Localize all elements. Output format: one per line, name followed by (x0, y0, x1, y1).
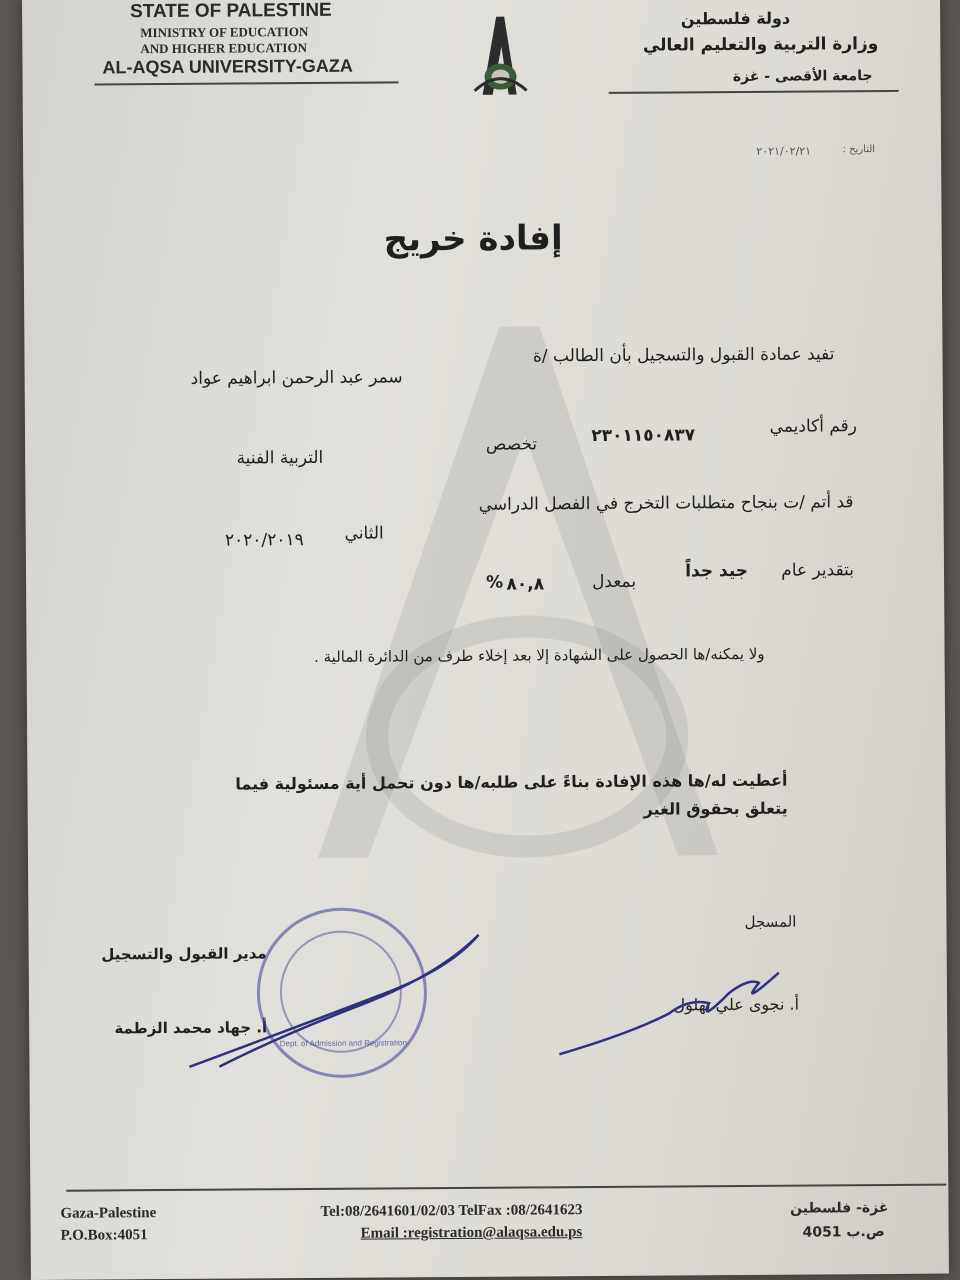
footer-telephone: Tel:08/2641601/02/03 TelFax :08/2641623 (320, 1202, 583, 1220)
director-title: مدير القبول والتسجيل (101, 944, 267, 964)
grade-value: جيد جداً (685, 560, 749, 582)
footer-rule (66, 1184, 946, 1192)
average-value: ٨٠,٨ (506, 574, 545, 595)
footer-city-ar: غزة- فلسطين (790, 1199, 889, 1217)
footer-city-en: Gaza-Palestine (60, 1205, 157, 1222)
major-label: تخصص (485, 434, 538, 455)
header-ministry-en (140, 24, 308, 57)
header-rule-left (95, 81, 399, 85)
director-name: أ. جهاد محمد الزطمة (114, 1018, 268, 1038)
grade-label: بتقدير عام (781, 560, 855, 581)
header-state-ar: دولة فلسطين (680, 8, 791, 29)
registrar-signature-icon (549, 952, 830, 1064)
footer-email: Email :registration@alaqsa.edu.ps (360, 1224, 583, 1242)
document-page (22, 0, 949, 1280)
academic-year: ٢٠٢٠/٢٠١٩ (224, 530, 304, 551)
header-ministry-ar: وزارة التربية والتعليم العالي (642, 34, 879, 56)
student-name: سمر عبد الرحمن ابراهيم عواد (190, 367, 403, 389)
header-university-ar: جامعة الأقصى - غزة (732, 68, 873, 86)
percent-sign: % (486, 572, 504, 593)
completion-line: قد أتم /ت بنجاح متطلبات التخرج في الفصل الدراسي (478, 492, 854, 515)
registrar-name: أ. نجوى علي بهلول (673, 994, 800, 1015)
header-ministry-en-line2: AND HIGHER EDUCATION (140, 40, 308, 57)
header-ministry-en-line1: MINISTRY OF EDUCATION (140, 24, 309, 41)
average-label: بمعدل (591, 571, 637, 593)
academic-number-label: رقم أكاديمي (769, 416, 858, 437)
director-signature-icon (178, 915, 489, 1077)
date-value: ٢٠٢١/٠٢/٢١ (756, 144, 812, 158)
header-university-en: AL-AQSA UNIVERSITY-GAZA (102, 55, 353, 78)
stamp-text: Dept. of Admission and Registration (279, 1038, 407, 1049)
header-state-en: STATE OF PALESTINE (130, 0, 332, 23)
issuance-note: أعطيت له/ها هذه الإفادة بناءً على طلبه/ها دون تحمل أية مسئولية فيما يتعلق بحقوق الغير (235, 770, 788, 819)
header-rule-right (609, 90, 899, 94)
document-title: إفادة خريج (383, 218, 563, 260)
date-label: التاريخ : (842, 144, 876, 156)
footer-pobox-en: P.O.Box:4051 (60, 1227, 148, 1244)
academic-number: ٢٣٠١١٥٠٨٣٧ (591, 425, 696, 447)
statement-line: تفيد عمادة القبول والتسجيل بأن الطالب /ة (532, 344, 835, 367)
university-logo-icon (452, 6, 543, 99)
footer-pobox-ar: ص.ب 4051 (802, 1224, 885, 1241)
financial-clearance-note: ولا يمكنه/ها الحصول على الشهادة إلا بعد إخلاء طرف من الدائرة المالية . (313, 644, 765, 666)
major-value: التربية الفنية (236, 447, 324, 469)
semester-value: الثاني (344, 523, 384, 544)
registrar-title: المسجل (744, 912, 797, 931)
